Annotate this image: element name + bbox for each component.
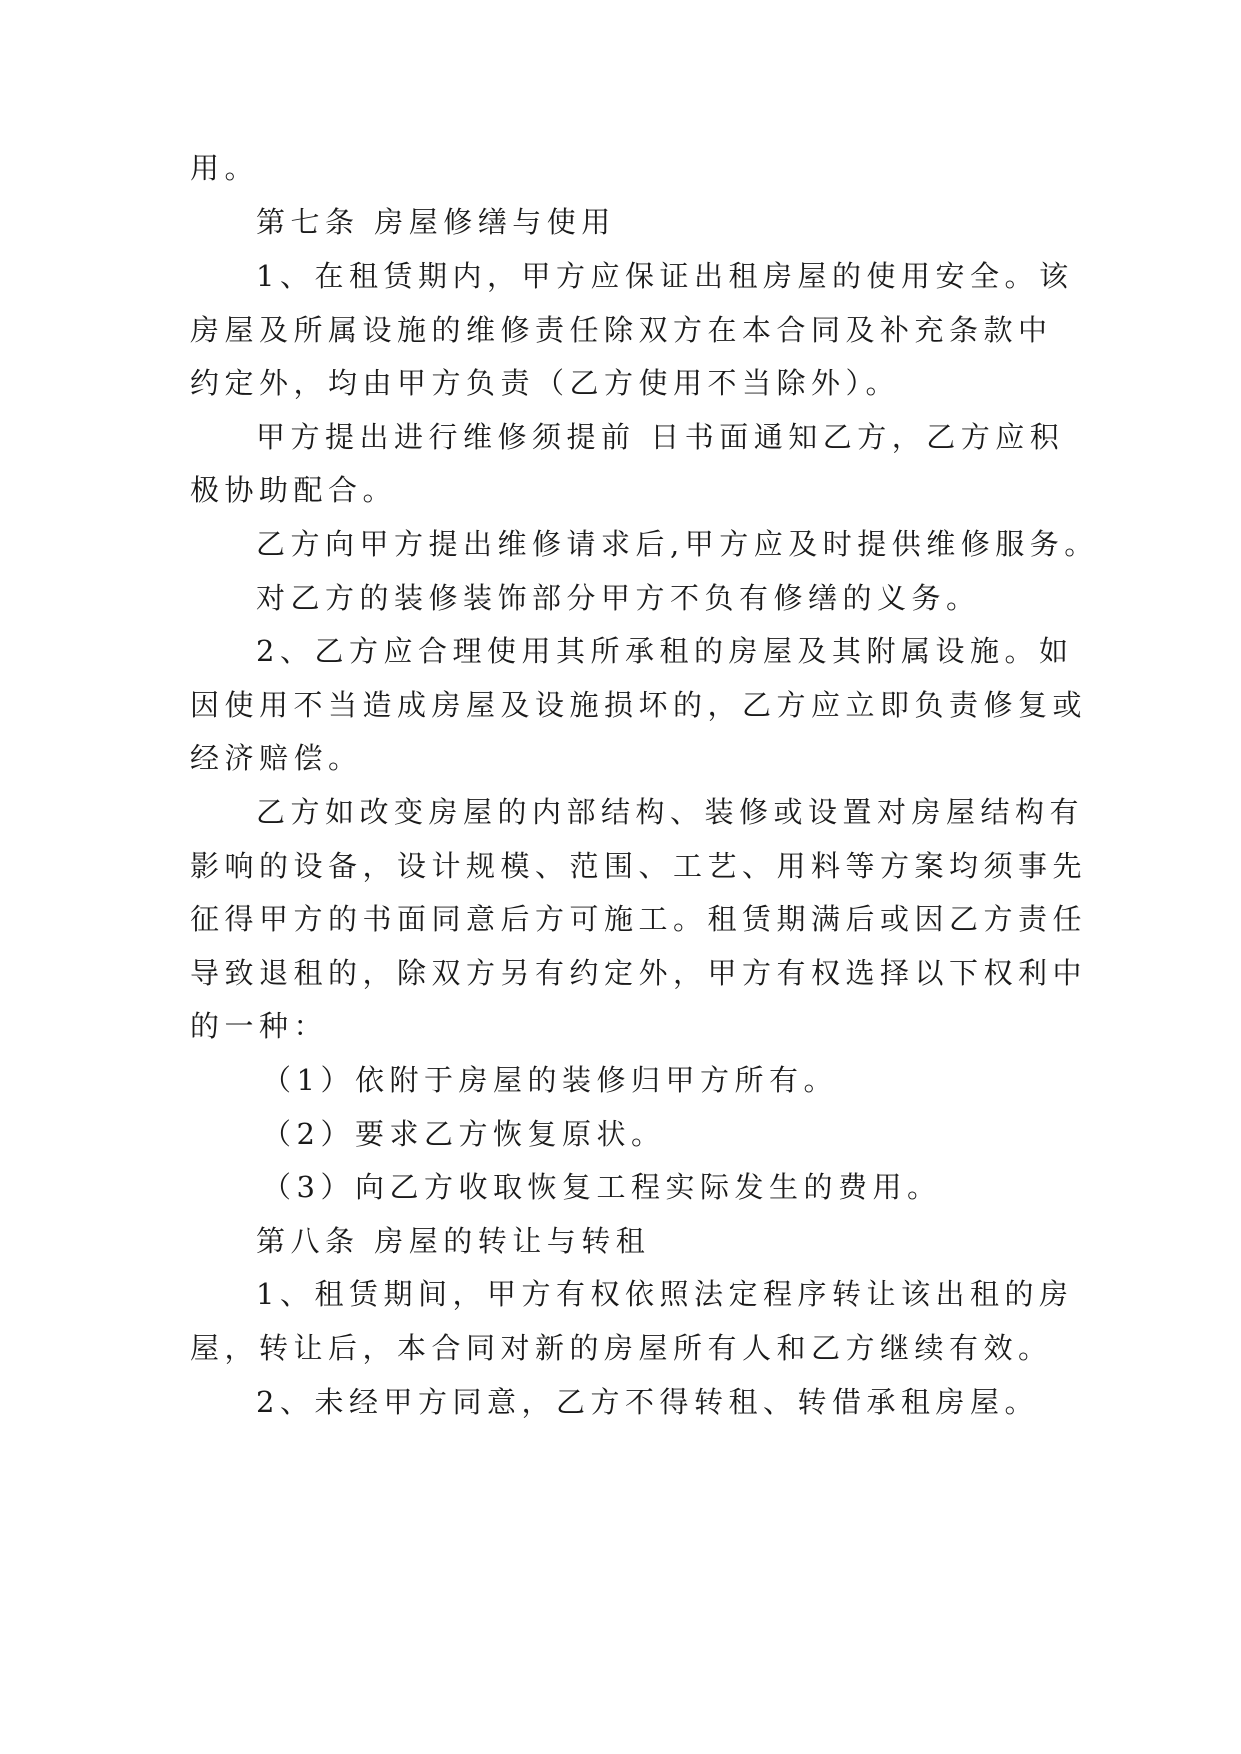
article-7-alteration-line-1: 乙方如改变房屋的内部结构、装修或设置对房屋结构有 [256, 795, 1085, 829]
article-7-clause-1-line-2: 房屋及所属设施的维修责任除双方在本合同及补充条款中 [190, 313, 1053, 347]
article-8-clause-1-line-1: 1、租赁期间，甲方有权依照法定程序转让该出租的房 [256, 1277, 1074, 1311]
option-3: （3）向乙方收取恢复工程实际发生的费用。 [262, 1170, 942, 1204]
article-7-clause-2-line-3: 经济赔偿。 [190, 741, 363, 775]
article-7-alteration-line-4: 导致退租的，除双方另有约定外，甲方有权选择以下权利中 [190, 956, 1088, 990]
article-8-clause-1-line-2: 屋，转让后，本合同对新的房屋所有人和乙方继续有效。 [190, 1331, 1053, 1365]
article-7-alteration-line-2: 影响的设备，设计规模、范围、工艺、用料等方案均须事先 [190, 849, 1088, 883]
article-7-clause-1-line-1: 1、在租赁期内，甲方应保证出租房屋的使用安全。该 [256, 259, 1074, 293]
article-7-alteration-line-3: 征得甲方的书面同意后方可施工。租赁期满后或因乙方责任 [190, 902, 1088, 936]
article-7-heading: 第七条 房屋修缮与使用 [256, 205, 616, 239]
article-7-decoration-note: 对乙方的装修装饰部分甲方不负有修缮的义务。 [256, 581, 981, 615]
article-8-heading: 第八条 房屋的转让与转租 [256, 1224, 651, 1258]
article-7-clause-1-line-3: 约定外，均由甲方负责（乙方使用不当除外）。 [190, 366, 901, 400]
text-line-continuation: 用。 [190, 151, 260, 185]
article-7-clause-2-line-1: 2、乙方应合理使用其所承租的房屋及其附属设施。如 [256, 634, 1074, 668]
article-7-clause-2-line-2: 因使用不当造成房屋及设施损坏的，乙方应立即负责修复或 [190, 688, 1088, 722]
option-2: （2）要求乙方恢复原状。 [262, 1117, 666, 1151]
article-7-alteration-line-5: 的一种： [190, 1009, 329, 1043]
article-7-notice-line-2: 极协助配合。 [190, 473, 398, 507]
article-7-notice-line-1: 甲方提出进行维修须提前 日书面通知乙方，乙方应积 [256, 420, 1065, 454]
article-8-clause-2: 2、未经甲方同意，乙方不得转租、转借承租房屋。 [256, 1385, 1039, 1419]
option-1: （1）依附于房屋的装修归甲方所有。 [262, 1063, 838, 1097]
article-7-repair-request: 乙方向甲方提出维修请求后,甲方应及时提供维修服务。 [256, 527, 1099, 561]
